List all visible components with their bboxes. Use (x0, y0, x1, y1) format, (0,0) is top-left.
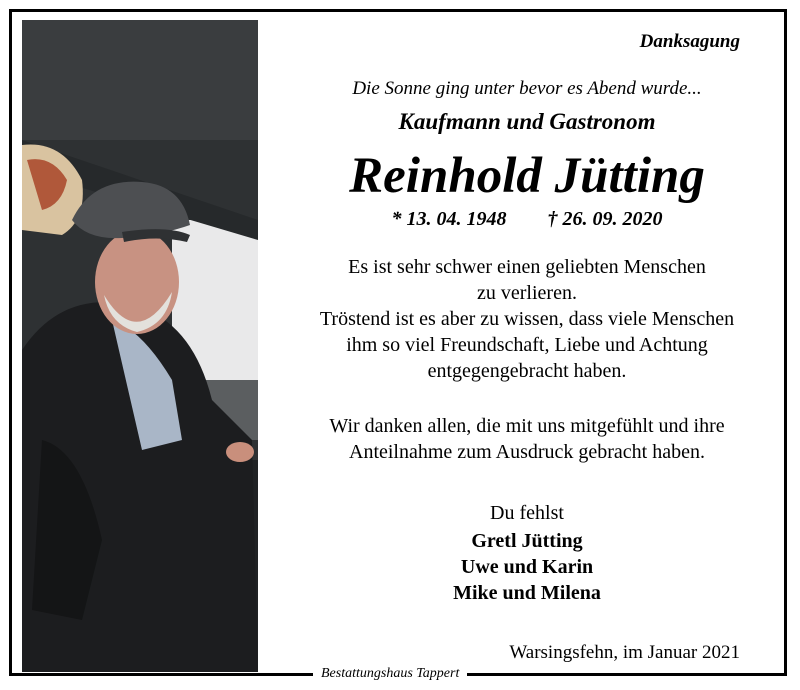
profession: Kaufmann und Gastronom (398, 109, 656, 134)
paragraph-line: Wir danken allen, die mit uns mitgefühlt und ihre (329, 415, 725, 437)
heading: Danksagung (639, 31, 740, 52)
mourner-name: Mike und Milena (453, 582, 601, 604)
place-date: Warsingsfehn, im Januar 2021 (509, 642, 740, 663)
missing-line: Du fehlst (490, 502, 564, 524)
thanks-paragraph-2 (270, 413, 784, 465)
paragraph-line: ihm so viel Freundschaft, Liebe und Achtung (346, 334, 708, 356)
mourner-names (270, 528, 784, 606)
portrait-photo (22, 20, 258, 672)
mourner-name: Uwe und Karin (460, 556, 594, 578)
deceased-name: Reinhold Jütting (349, 148, 705, 204)
motto: Die Sonne ging unter bevor es Abend wurde... (352, 78, 702, 99)
paragraph-line: Es ist sehr schwer einen geliebten Menschen (348, 256, 706, 278)
birth-date: * 13. 04. 1948 (391, 208, 507, 230)
mourner-name: Gretl Jütting (471, 530, 583, 552)
thanks-paragraph-1 (270, 254, 784, 384)
funeral-home: Bestattungshaus Tappert (313, 665, 467, 683)
paragraph-line: Anteilnahme zum Ausdruck gebracht haben. (349, 441, 705, 463)
paragraph-line: zu verlieren. (477, 282, 577, 304)
paragraph-line: Tröstend ist es aber zu wissen, dass viele Menschen (319, 308, 735, 330)
paragraph-line: entgegengebracht haben. (427, 360, 627, 382)
death-date: † 26. 09. 2020 (547, 208, 663, 230)
life-dates (270, 208, 784, 231)
